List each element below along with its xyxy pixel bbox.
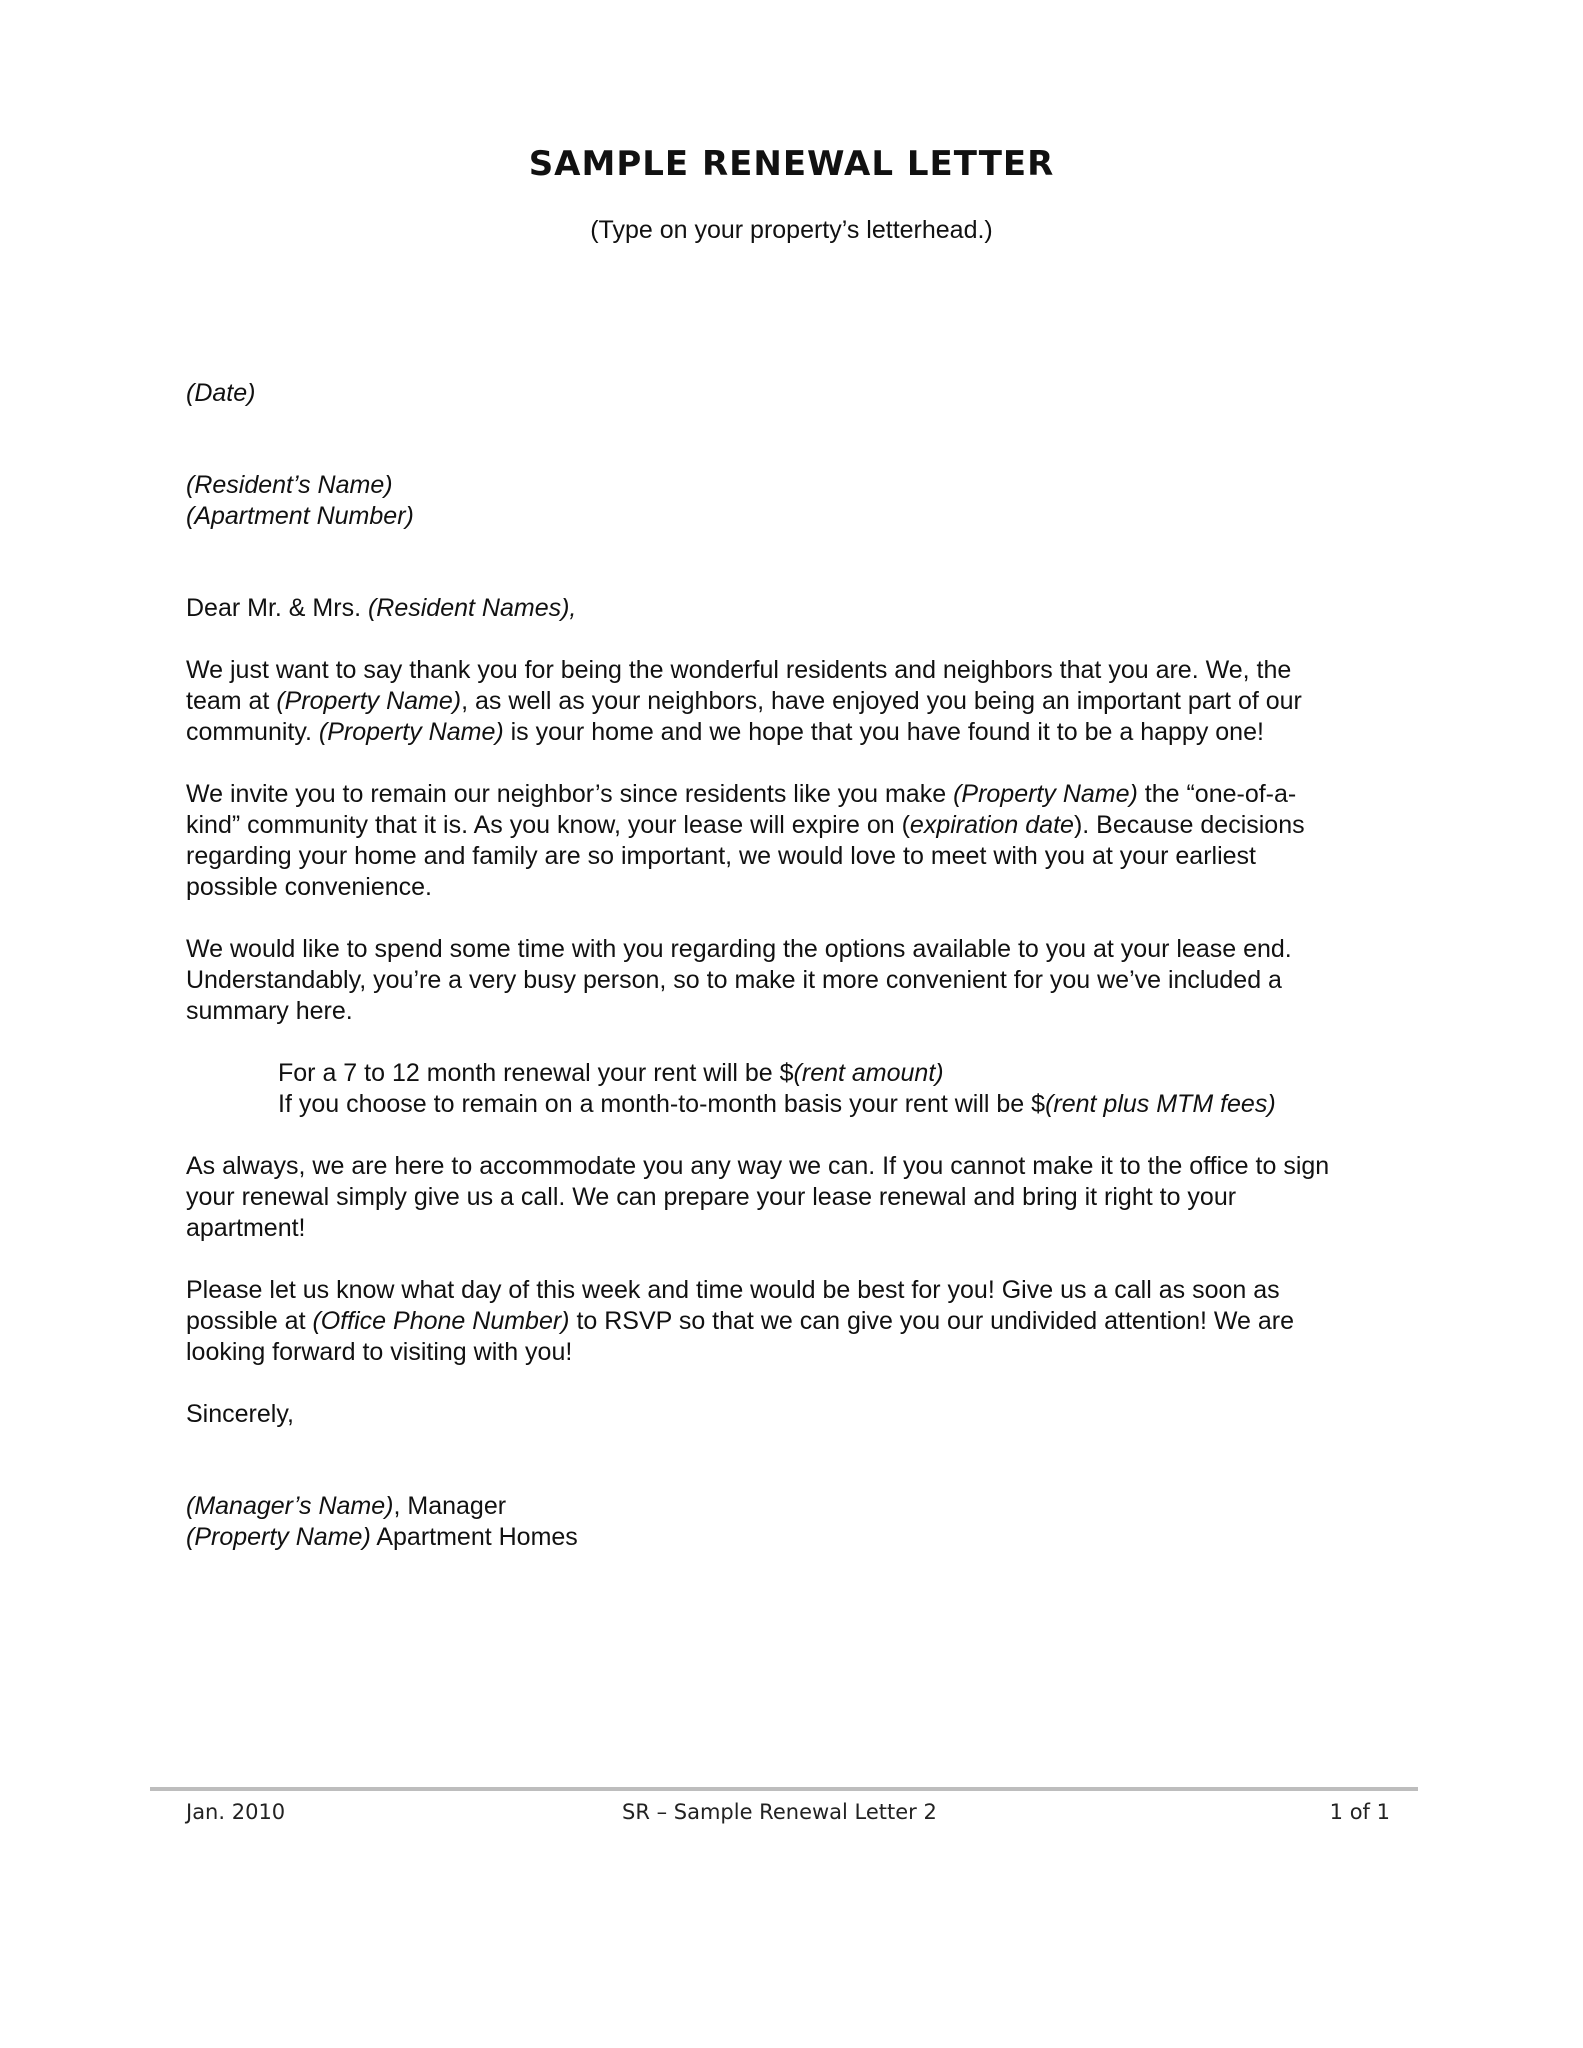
paragraph-5-line-3: looking forward to visiting with you! xyxy=(186,1338,573,1366)
resident-name-placeholder: (Resident’s Name) xyxy=(186,471,393,499)
paragraph-2-line-4: possible convenience. xyxy=(186,873,432,901)
renewal-option-2 xyxy=(278,1089,1276,1120)
paragraph-4-line-2: your renewal simply give us a call. We can prepare your lease renewal and bring it right to your xyxy=(186,1183,1237,1211)
mtm-fees-placeholder: (rent plus MTM fees) xyxy=(1045,1090,1276,1118)
resident-names-placeholder: (Resident Names), xyxy=(367,594,577,622)
apartment-number-placeholder: (Apartment Number) xyxy=(186,502,414,530)
text-span: community. xyxy=(186,718,319,746)
manager-title: , Manager xyxy=(393,1492,507,1520)
property-name-placeholder: (Property Name) xyxy=(276,687,462,715)
paragraph-5-line-1: Please let us know what day of this week and time would be best for you! Give us a call as soon as xyxy=(186,1276,1280,1304)
paragraph-5-line-2 xyxy=(186,1306,1294,1337)
rent-amount-placeholder: (rent amount) xyxy=(793,1059,944,1087)
paragraph-3-line-1: We would like to spend some time with you regarding the options available to you at your lease end. xyxy=(186,935,1292,963)
page-title: SAMPLE RENEWAL LETTER xyxy=(528,144,1055,184)
renewal-option-1 xyxy=(278,1058,944,1089)
text-span: For a 7 to 12 month renewal your rent will be $ xyxy=(278,1059,794,1087)
paragraph-1-line-1: We just want to say thank you for being the wonderful residents and neighbors that you are. We, the xyxy=(186,656,1292,684)
text-span: is your home and we hope that you have found it to be a happy one! xyxy=(503,718,1264,746)
text-span: We invite you to remain our neighbor’s since residents like you make xyxy=(186,780,954,808)
paragraph-3-line-3: summary here. xyxy=(186,997,353,1025)
footer-page-number: 1 of 1 xyxy=(1329,1800,1390,1824)
office-phone-placeholder: (Office Phone Number) xyxy=(312,1307,570,1335)
paragraph-1-line-2 xyxy=(186,686,1302,717)
paragraph-2-line-1 xyxy=(186,779,1296,810)
property-suffix: Apartment Homes xyxy=(370,1523,578,1551)
property-name-placeholder: (Property Name) xyxy=(318,718,504,746)
text-span: , as well as your neighbors, have enjoyed you being an important part of our xyxy=(461,687,1302,715)
text-span: the “one-of-a- xyxy=(1137,780,1297,808)
footer-document-title: SR – Sample Renewal Letter 2 xyxy=(622,1800,937,1824)
text-span: possible at xyxy=(186,1307,313,1335)
text-span: to RSVP so that we can give you our undivided attention! We are xyxy=(569,1307,1295,1335)
property-name-placeholder: (Property Name) xyxy=(186,1523,371,1551)
signature-property xyxy=(186,1522,578,1553)
footer-divider xyxy=(150,1787,1418,1791)
text-span: team at xyxy=(186,687,277,715)
paragraph-3-line-2: Understandably, you’re a very busy person, so to make it more convenient for you we’ve included a xyxy=(186,966,1282,994)
letterhead-note: (Type on your property’s letterhead.) xyxy=(590,216,993,244)
closing-sincerely: Sincerely, xyxy=(186,1400,294,1428)
signature-manager xyxy=(186,1491,506,1522)
text-span: ). Because decisions xyxy=(1073,811,1305,839)
text-span: If you choose to remain on a month-to-month basis your rent will be $ xyxy=(278,1090,1046,1118)
paragraph-4-line-3: apartment! xyxy=(186,1214,306,1242)
text-span: kind” community that it is. As you know, your lease will expire on ( xyxy=(186,811,910,839)
paragraph-2-line-2 xyxy=(186,810,1305,841)
manager-name-placeholder: (Manager’s Name) xyxy=(186,1492,394,1520)
paragraph-4-line-1: As always, we are here to accommodate you any way we can. If you cannot make it to the office to sign xyxy=(186,1152,1330,1180)
footer-date: Jan. 2010 xyxy=(186,1800,286,1824)
salutation xyxy=(186,593,576,624)
date-placeholder: (Date) xyxy=(186,379,256,407)
paragraph-2-line-3: regarding your home and family are so important, we would love to meet with you at your earliest xyxy=(186,842,1256,870)
paragraph-1-line-3 xyxy=(186,717,1264,748)
salutation-prefix: Dear Mr. & Mrs. xyxy=(186,594,368,622)
property-name-placeholder: (Property Name) xyxy=(953,780,1138,808)
expiration-date-placeholder: expiration date xyxy=(909,811,1074,839)
